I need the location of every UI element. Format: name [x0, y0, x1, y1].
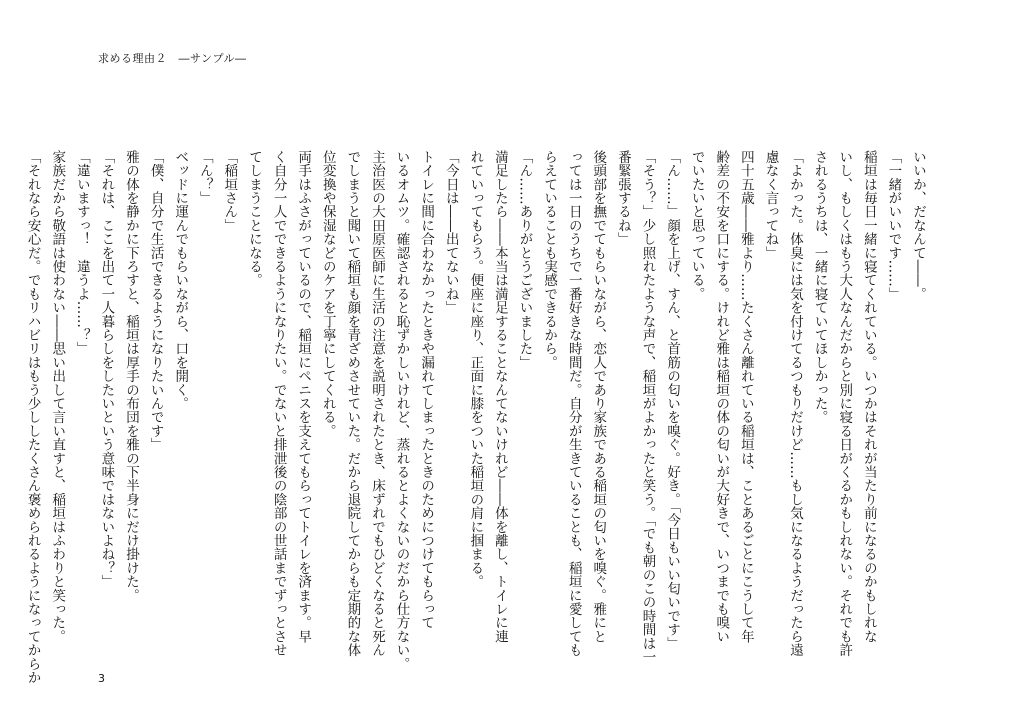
text-line: されるうちは、一緒に寝ていてほしかった。 — [811, 150, 828, 424]
text-line: れていってもらう。便座に座り、正面に膝をついた稲垣の肩に掴まる。 — [467, 150, 484, 589]
text-line: 「よかった。体臭には気を付けてるつもりだけど……もし気になるようだったら遠 — [787, 150, 804, 657]
running-header: 求める理由２ ―サンプル― — [98, 52, 247, 65]
text-line: ベッドに運んでもらいながら、口を開く。 — [172, 150, 189, 411]
text-line: 満足したら――本当は満足することなんてないけれど――体を離し、トイレに連 — [491, 150, 508, 644]
text-line: 齢差の不安を口にする。けれど雅は稲垣の体の匂いが大好きで、いつまでも嗅い — [713, 150, 730, 644]
text-line: 「それは、ここを出て一人暮らしをしたいという意味ではないよね？」 — [98, 150, 115, 589]
vertical-body-text — [24, 150, 930, 685]
text-line: 「一緒がいいです……」 — [885, 150, 902, 301]
text-line: らえていることも実感できるから。 — [541, 150, 558, 370]
text-line: 「ん……ありがとうございました」 — [516, 150, 533, 370]
text-line: 「違いますっ！ 違うよ……？」 — [73, 150, 90, 356]
text-line: 「今日は――出てないね」 — [442, 150, 459, 315]
text-line: 稲垣は毎日一緒に寝てくれている。いつかはそれが当たり前になるのかもしれな — [860, 150, 877, 644]
text-line: 雅の体を静かに下ろすと、稲垣は厚手の布団を雅の下半身にだけ掛けた。 — [123, 150, 139, 603]
text-line: でいたいと思っている。 — [688, 150, 705, 301]
text-line: く自分一人でできるようになりたい。でないと排泄後の陰部の世話までずっとさせ — [270, 150, 287, 657]
text-line: 家族だから敬語は使わない――思い出して言い直すと、稲垣はふわりと笑った。 — [49, 150, 66, 644]
text-line: 「それなら安心だ。でもリハビリはもう少ししたくさん褒められるようになってからか — [24, 150, 41, 685]
text-line: 後頭部を撫でてもらいながら、恋人であり家族である稲垣の匂いを嗅ぐ。雅にと — [590, 150, 607, 644]
text-line: 位変換や保湿などのケアを丁寧にしてくれる。 — [319, 150, 336, 438]
text-line: 「そう？」少し照れたような声で、稲垣がよかったと笑う。「でも朝のこの時間は一 — [639, 150, 656, 664]
text-line: 主治医の大田原医師に生活の注意を説明されたとき、床ずれでもひどくなると死ん — [368, 150, 385, 657]
text-line: トイレに間に合わなかったときや漏れてしまったときのためにつけてもらって — [418, 150, 435, 630]
text-line: でしまうと聞いて稲垣も顔を青ざめさせていた。だから退院してからも定期的な体 — [344, 150, 361, 657]
text-line: 「稲垣さん」 — [221, 150, 238, 233]
text-line: 番緊張するね」 — [614, 150, 631, 246]
text-line: っては一日のうちで一番好きな時間だ。自分が生きていることも、稲垣に愛しても — [565, 150, 582, 657]
text-line: 「ん……」顔を上げ、すん、と首筋の匂いを嗅ぐ。好き。「今日もいい匂いです」 — [664, 150, 681, 651]
text-line: 四十五歳――雅より……たくさん離れている稲垣は、ことあるごとにこうして年 — [737, 150, 754, 644]
text-line: 慮なく言ってね」 — [762, 150, 779, 260]
text-line: 「ん？」 — [196, 150, 213, 205]
text-line: いいか、だなんて――。 — [910, 150, 926, 301]
text-line: 両手はふさがっているので、稲垣にペニスを支えてもらってトイレを済ます。早 — [295, 150, 312, 644]
text-line: てしまうことになる。 — [245, 150, 262, 287]
text-line: 「僕、自分で生活できるようになりたいんです」 — [147, 150, 164, 452]
text-line: いるオムツ。確認されると恥ずかしいけれど、蒸れるとよくないのだから仕方ない。 — [393, 150, 410, 671]
text-line: いし、もしくはもう大人なんだからと別に寝る日がくるかもしれない。それでも許 — [836, 150, 853, 657]
page-number: 3 — [98, 672, 105, 685]
